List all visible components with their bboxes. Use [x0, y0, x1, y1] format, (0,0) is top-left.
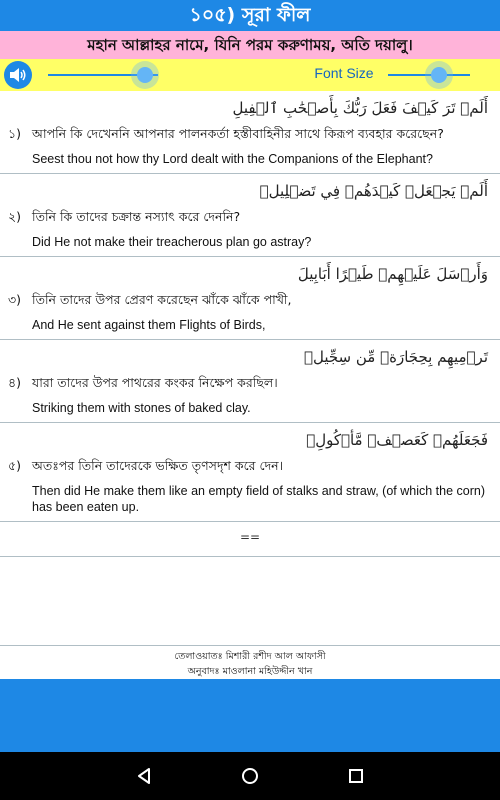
back-icon[interactable] [134, 766, 154, 786]
verse-arabic: تَرۡمِيهِم بِحِجَارَةٖ مِّن سِجِّيلٖ [303, 348, 488, 366]
verse-item [0, 257, 500, 340]
verse-english: And He sent against them Flights of Birds, [32, 318, 266, 332]
verse-english: Seest thou not how thy Lord dealt with the Companions of the Elephant? [32, 152, 433, 166]
verse-number: ৪) [8, 375, 21, 390]
verse-arabic: أَلَمۡ تَرَ كَيۡفَ فَعَلَ رَبُّكَ بِأَصۡحَٰبِ ٱلۡفِيلِ [232, 99, 488, 117]
android-nav-bar [0, 752, 500, 800]
audio-progress-slider[interactable] [48, 64, 158, 86]
reciter-credit: তেলাওয়াতঃ মিশারী রশীদ আল আফাসী [174, 651, 326, 662]
font-size-label: Font Size [314, 65, 374, 81]
verse-item [0, 423, 500, 522]
footer-panel [0, 679, 500, 752]
verse-english: Did He not make their treacherous plan go astray? [32, 235, 312, 249]
verse-bangla: অতঃপর তিনি তাদেরকে ভক্ষিত তৃণসদৃশ করে দেন। [32, 458, 284, 473]
verse-arabic: فَجَعَلَهُمۡ كَعَصۡفٖ مَّأۡكُولِۭ [306, 431, 488, 449]
speaker-icon [9, 67, 27, 83]
credits [0, 645, 500, 679]
verse-bangla: তিনি কি তাদের চক্রান্ত নস্যাৎ করে দেননি? [32, 209, 241, 224]
end-marker: == [0, 522, 500, 557]
recents-icon[interactable] [346, 766, 366, 786]
verse-item [0, 91, 500, 174]
controls-bar [0, 59, 500, 91]
verse-number: ২) [8, 209, 22, 224]
font-size-thumb[interactable] [431, 67, 447, 83]
home-icon[interactable] [240, 766, 260, 786]
bismillah-banner: মহান আল্লাহর নামে, যিনি পরম করুণাময়, অতি দয়ালু। [0, 31, 500, 59]
verse-number: ১) [8, 126, 21, 141]
verse-number: ৩) [8, 292, 22, 307]
translator-credit: অনুবাদঃ মাওলানা মহিউদ্দীন খান [187, 666, 313, 677]
speaker-button[interactable] [4, 61, 32, 89]
font-size-slider[interactable] [388, 64, 470, 86]
font-size-track [388, 74, 470, 76]
verse-english: Striking them with stones of baked clay. [32, 401, 251, 415]
surah-title: ১০৫) সূরা ফীল [0, 0, 500, 31]
verse-item [0, 174, 500, 257]
verse-item [0, 340, 500, 423]
verse-arabic: أَلَمۡ يَجۡعَلۡ كَيۡدَهُمۡ فِي تَضۡلِيلٖ [259, 182, 488, 200]
verse-bangla: আপনি কি দেখেননি আপনার পালনকর্তা হস্তীবাহিনীর সাথে কিরূপ ব্যবহার করেছেন? [32, 126, 444, 141]
audio-progress-thumb[interactable] [137, 67, 153, 83]
verse-number: ৫) [8, 458, 21, 473]
verse-english: Then did He make them like an empty field of stalks and straw, (of which the corn) has been eaten up. [32, 484, 485, 514]
verse-bangla: যারা তাদের উপর পাথরের কংকর নিক্ষেপ করছিল। [32, 375, 278, 390]
verse-list [0, 91, 500, 557]
verse-bangla: তিনি তাদের উপর প্রেরণ করেছেন ঝাঁকে ঝাঁকে পাখী, [32, 292, 292, 307]
verse-arabic: وَأَرۡسَلَ عَلَيۡهِمۡ طَيۡرًا أَبَابِيلَ [297, 265, 488, 283]
